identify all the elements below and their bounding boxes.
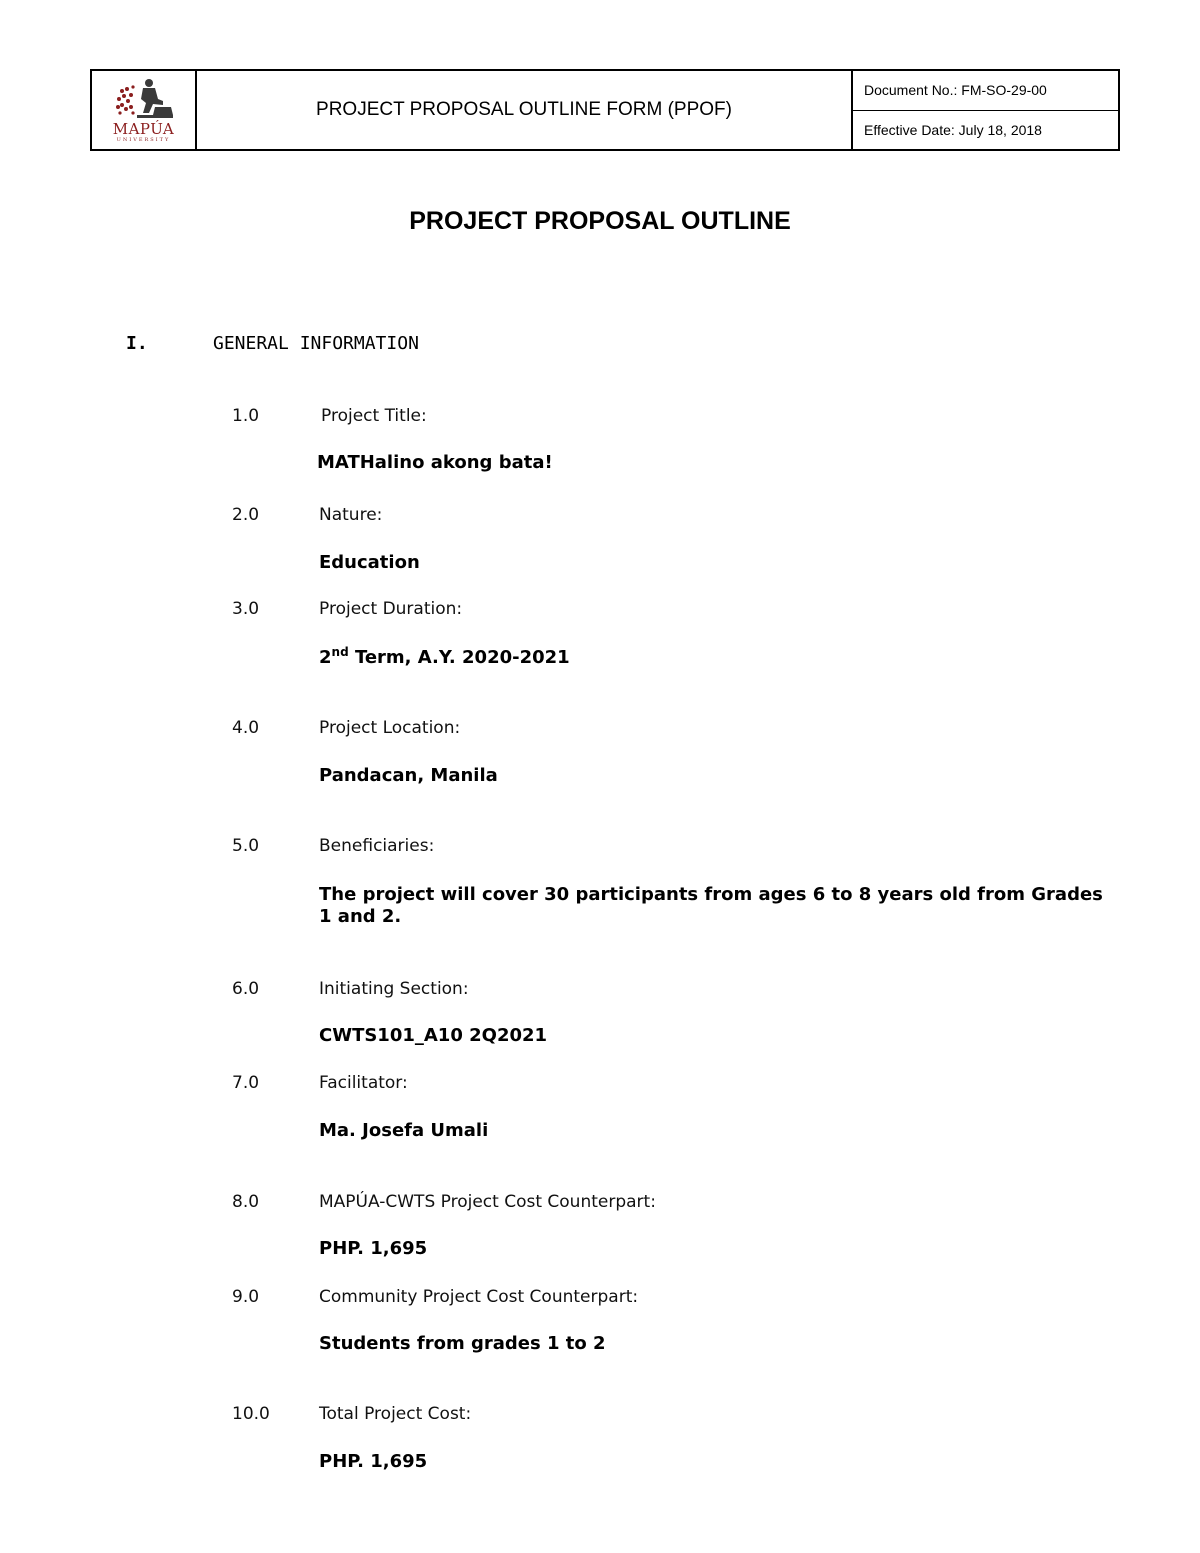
- field-label-project-title: Project Title:: [321, 406, 427, 426]
- field-value-nature: Education: [319, 552, 420, 573]
- item-number: 8.0: [232, 1192, 260, 1212]
- field-value-total-cost: PHP. 1,695: [319, 1451, 428, 1472]
- field-value-mapua-cost: PHP. 1,695: [319, 1238, 428, 1259]
- effective-date: Effective Date: July 18, 2018: [853, 110, 1118, 150]
- item-number: 4.0: [232, 718, 260, 738]
- logo-emblem-icon: [113, 77, 175, 121]
- item-number: 10.0: [232, 1404, 270, 1424]
- page-title: PROJECT PROPOSAL OUTLINE: [409, 207, 791, 235]
- logo-wordmark: MAPÚA: [112, 120, 175, 138]
- duration-ordinal-suffix: nd: [331, 645, 349, 659]
- field-value-initiating-section: CWTS101_A10 2Q2021: [319, 1025, 548, 1046]
- item-number: 1.0: [232, 406, 260, 426]
- section-label: GENERAL INFORMATION: [213, 333, 419, 354]
- document-number: Document No.: FM-SO-29-00: [864, 82, 1047, 99]
- field-label-total-cost: Total Project Cost:: [319, 1404, 472, 1424]
- field-label-mapua-cost: MAPÚA-CWTS Project Cost Counterpart:: [319, 1192, 656, 1212]
- logo-subtext: UNIVERSITY: [116, 137, 171, 143]
- field-value-facilitator: Ma. Josefa Umali: [319, 1120, 489, 1141]
- item-number: 7.0: [232, 1073, 260, 1093]
- field-label-community-cost: Community Project Cost Counterpart:: [319, 1287, 639, 1307]
- duration-term: Term, A.Y. 2020-2021: [348, 647, 570, 668]
- item-number: 3.0: [232, 599, 260, 619]
- field-value-project-duration: [319, 647, 1109, 669]
- header-table: [90, 69, 1120, 151]
- item-number: 9.0: [232, 1287, 260, 1307]
- field-label-beneficiaries: Beneficiaries:: [319, 836, 435, 856]
- section-heading: [126, 333, 419, 354]
- document-meta: [853, 71, 1118, 149]
- field-value-community-cost: Students from grades 1 to 2: [319, 1333, 606, 1354]
- item-number: 6.0: [232, 979, 260, 999]
- field-value-project-title: MATHalino akong bata!: [317, 452, 553, 473]
- duration-ordinal: 2: [319, 647, 332, 668]
- item-number: 2.0: [232, 505, 260, 525]
- field-label-initiating-section: Initiating Section:: [319, 979, 469, 999]
- section-numeral: I.: [126, 333, 148, 354]
- item-number: 5.0: [232, 836, 260, 856]
- field-value-project-location: Pandacan, Manila: [319, 765, 498, 786]
- form-title: PROJECT PROPOSAL OUTLINE FORM (PPOF): [197, 71, 853, 149]
- field-label-nature: Nature:: [319, 505, 383, 525]
- field-label-project-duration: Project Duration:: [319, 599, 463, 619]
- field-value-beneficiaries: The project will cover 30 participants from ages 6 to 8 years old from Grades 1 and 2.: [319, 884, 1103, 927]
- university-logo: [92, 71, 197, 149]
- field-label-project-location: Project Location:: [319, 718, 461, 738]
- field-label-facilitator: Facilitator:: [319, 1073, 408, 1093]
